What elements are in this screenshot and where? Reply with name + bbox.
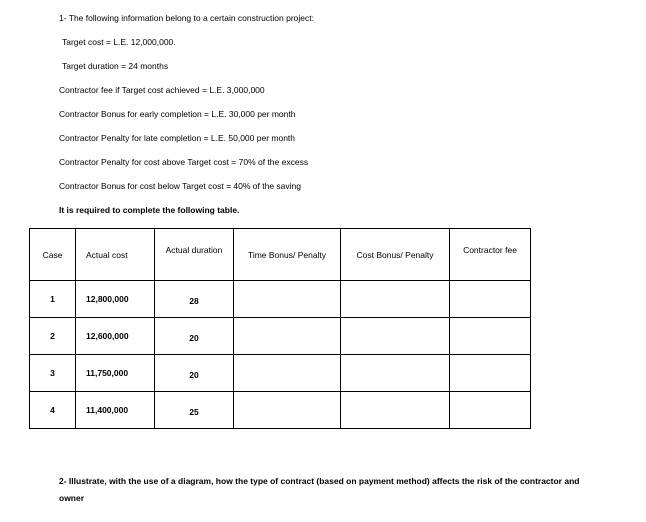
case-cell: 2 [30,318,76,355]
actual-cost-cell: 11,400,000 [76,392,155,429]
table-row [30,392,531,429]
contractor-fee-cell [450,318,531,355]
actual-duration-cell: 20 [155,318,234,355]
table-row [30,281,531,318]
header-time-bonus-penalty: Time Bonus/ Penalty [234,229,341,281]
table-header-row [30,229,531,281]
actual-cost-cell: 11,750,000 [76,355,155,392]
penalty-cost-above-text: Contractor Penalty for cost above Target cost = 70% of the excess [59,157,309,167]
case-cell: 3 [30,355,76,392]
time-bonus-cell [234,355,341,392]
contractor-fee-cell [450,355,531,392]
table-row [30,318,531,355]
cost-bonus-cell [341,318,450,355]
contractor-fee-text: Contractor fee if Target cost achieved = L.E. 3,000,000 [59,85,265,95]
actual-duration-cell: 20 [155,355,234,392]
header-case: Case [30,229,76,281]
penalty-late-text: Contractor Penalty for late completion = L.E. 50,000 per month [59,133,296,143]
required-text: It is required to complete the following table. [59,205,240,215]
cost-bonus-cell [341,355,450,392]
bonus-early-text: Contractor Bonus for early completion = L.E. 30,000 per month [59,109,296,119]
target-cost-text: Target cost = L.E. 12,000,000. [62,37,176,47]
question1-intro: 1- The following information belong to a certain construction project: [59,13,314,23]
header-cost-bonus-penalty: Cost Bonus/ Penalty [341,229,450,281]
contractor-fee-cell [450,392,531,429]
case-cell: 1 [30,281,76,318]
actual-cost-cell: 12,600,000 [76,318,155,355]
time-bonus-cell [234,318,341,355]
header-actual-cost: Actual cost [76,229,155,281]
actual-cost-cell: 12,800,000 [76,281,155,318]
target-duration-text: Target duration = 24 months [62,61,169,71]
case-cell: 4 [30,392,76,429]
header-actual-duration: Actual duration [155,229,234,281]
cost-bonus-cell [341,281,450,318]
question2-line2: owner [59,493,85,503]
contractor-fee-cell [450,281,531,318]
actual-duration-cell: 25 [155,392,234,429]
header-contractor-fee: Contractor fee [450,229,531,281]
time-bonus-cell [234,281,341,318]
table-row [30,355,531,392]
time-bonus-cell [234,392,341,429]
cost-bonus-cell [341,392,450,429]
bonus-cost-below-text: Contractor Bonus for cost below Target cost = 40% of the saving [59,181,301,191]
contract-table [29,228,531,429]
question2-line1: 2- Illustrate, with the use of a diagram, how the type of contract (based on payment method) affects the risk of the contractor and [59,476,580,486]
actual-duration-cell: 28 [155,281,234,318]
